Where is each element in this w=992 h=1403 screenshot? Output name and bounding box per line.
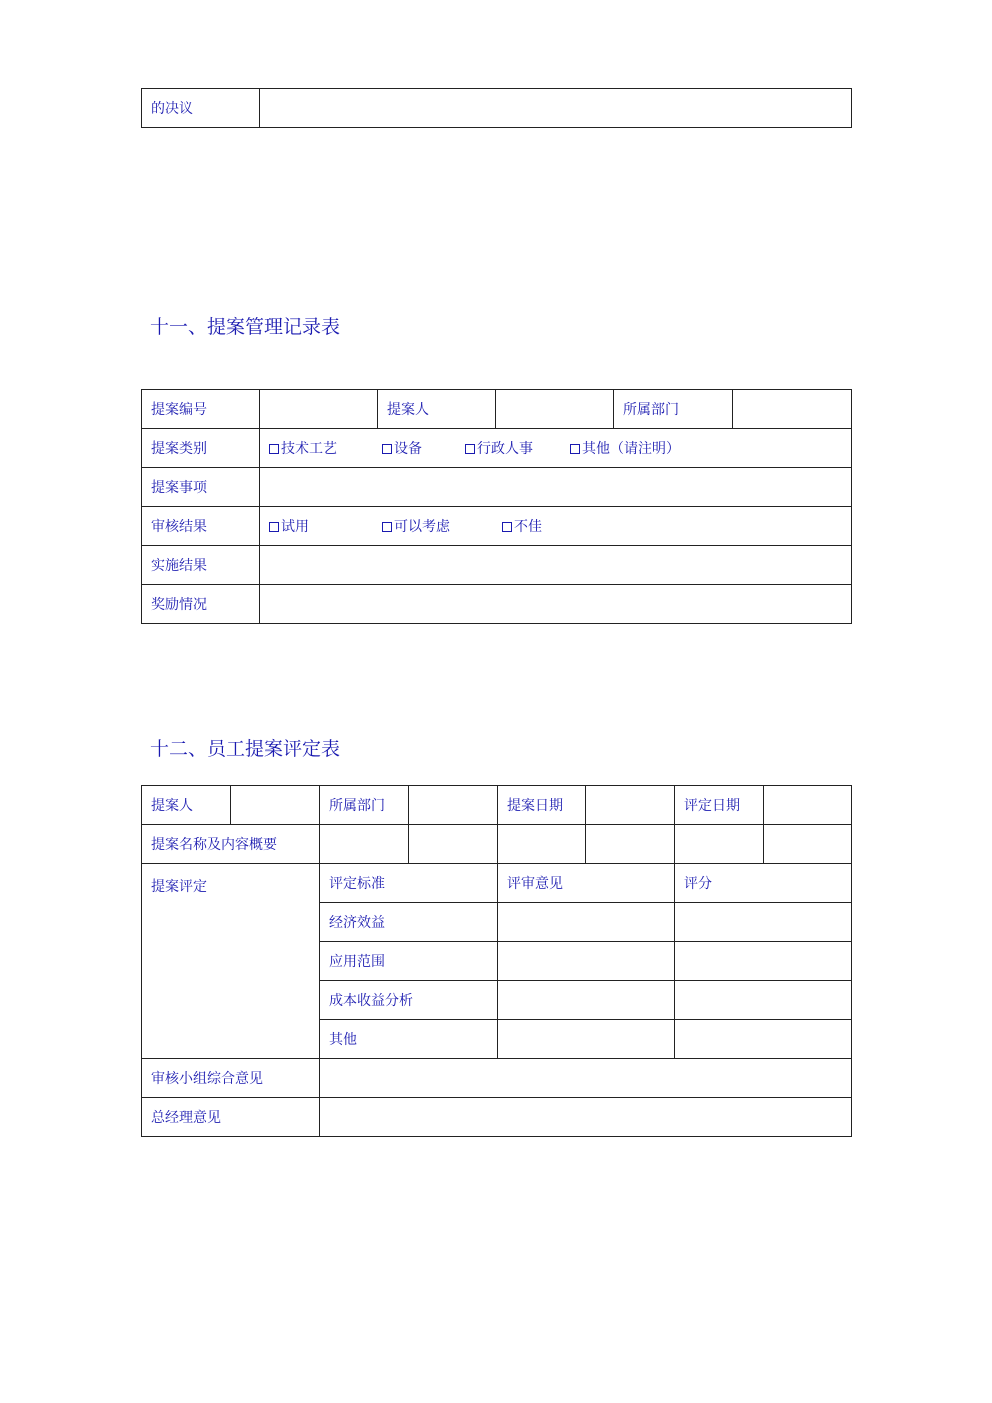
criteria-header: 评定标准 xyxy=(320,864,498,903)
department-label: 所属部门 xyxy=(614,390,733,429)
table-row xyxy=(142,507,852,546)
table-row xyxy=(142,825,852,864)
opinion-header: 评审意见 xyxy=(498,864,675,903)
gm-opinion-cell[interactable] xyxy=(320,1098,852,1137)
proposal-no-cell[interactable] xyxy=(260,390,378,429)
evaluation-label: 提案评定 xyxy=(142,864,320,1059)
table-row xyxy=(142,786,852,825)
criteria-cost-benefit: 成本收益分析 xyxy=(320,981,498,1020)
proposal-evaluation-table xyxy=(141,785,852,1137)
proposal-record-table xyxy=(141,389,852,624)
checkbox-icon[interactable] xyxy=(502,522,512,532)
implementation-label: 实施结果 xyxy=(142,546,260,585)
proposal-date-cell[interactable] xyxy=(586,786,675,825)
name-summary-label: 提案名称及内容概要 xyxy=(142,825,320,864)
matter-cell[interactable] xyxy=(260,468,852,507)
opinion-cell[interactable] xyxy=(498,942,675,981)
name-summary-cell[interactable] xyxy=(409,825,498,864)
score-cell[interactable] xyxy=(675,981,852,1020)
proposal-date-label: 提案日期 xyxy=(498,786,586,825)
department-cell[interactable] xyxy=(733,390,852,429)
eval-proposer-cell[interactable] xyxy=(231,786,320,825)
resolution-table xyxy=(141,88,852,128)
evaluation-date-label: 评定日期 xyxy=(675,786,764,825)
checkbox-icon[interactable] xyxy=(465,444,475,454)
name-summary-cell[interactable] xyxy=(764,825,852,864)
gm-opinion-label: 总经理意见 xyxy=(142,1098,320,1137)
criteria-economic: 经济效益 xyxy=(320,903,498,942)
table-row xyxy=(142,89,852,128)
category-option-admin[interactable]: 行政人事 xyxy=(465,438,570,458)
group-opinion-cell[interactable] xyxy=(320,1059,852,1098)
category-options xyxy=(260,429,852,468)
review-option-trial[interactable]: 试用 xyxy=(269,516,382,536)
reward-cell[interactable] xyxy=(260,585,852,624)
checkbox-icon[interactable] xyxy=(269,522,279,532)
matter-label: 提案事项 xyxy=(142,468,260,507)
criteria-other: 其他 xyxy=(320,1020,498,1059)
table-row xyxy=(142,864,852,903)
review-option-poor[interactable]: 不佳 xyxy=(502,516,542,536)
checkbox-icon[interactable] xyxy=(570,444,580,454)
resolution-cell[interactable] xyxy=(260,89,852,128)
table-row xyxy=(142,546,852,585)
opinion-cell[interactable] xyxy=(498,981,675,1020)
reward-label: 奖励情况 xyxy=(142,585,260,624)
score-cell[interactable] xyxy=(675,942,852,981)
review-options xyxy=(260,507,852,546)
name-summary-cell[interactable] xyxy=(320,825,409,864)
evaluation-date-cell[interactable] xyxy=(764,786,852,825)
resolution-label: 的决议 xyxy=(142,89,260,128)
eval-department-label: 所属部门 xyxy=(320,786,409,825)
name-summary-cell[interactable] xyxy=(498,825,586,864)
proposer-label: 提案人 xyxy=(378,390,496,429)
score-header: 评分 xyxy=(675,864,852,903)
score-cell[interactable] xyxy=(675,1020,852,1059)
implementation-cell[interactable] xyxy=(260,546,852,585)
category-option-other[interactable]: 其他（请注明） xyxy=(570,438,680,458)
checkbox-icon[interactable] xyxy=(382,444,392,454)
review-option-consider[interactable]: 可以考虑 xyxy=(382,516,502,536)
table-row xyxy=(142,585,852,624)
checkbox-icon[interactable] xyxy=(269,444,279,454)
proposal-no-label: 提案编号 xyxy=(142,390,260,429)
table-row xyxy=(142,1059,852,1098)
section-12-title: 十二、员工提案评定表 xyxy=(150,738,341,760)
section-11-title: 十一、提案管理记录表 xyxy=(150,316,341,338)
opinion-cell[interactable] xyxy=(498,903,675,942)
category-label: 提案类别 xyxy=(142,429,260,468)
score-cell[interactable] xyxy=(675,903,852,942)
category-option-tech[interactable]: 技术工艺 xyxy=(269,438,382,458)
opinion-cell[interactable] xyxy=(498,1020,675,1059)
table-row xyxy=(142,1098,852,1137)
category-option-equipment[interactable]: 设备 xyxy=(382,438,465,458)
name-summary-cell[interactable] xyxy=(586,825,675,864)
group-opinion-label: 审核小组综合意见 xyxy=(142,1059,320,1098)
eval-proposer-label: 提案人 xyxy=(142,786,231,825)
name-summary-cell[interactable] xyxy=(675,825,764,864)
checkbox-icon[interactable] xyxy=(382,522,392,532)
table-row xyxy=(142,390,852,429)
proposer-cell[interactable] xyxy=(496,390,614,429)
criteria-scope: 应用范围 xyxy=(320,942,498,981)
table-row xyxy=(142,468,852,507)
table-row xyxy=(142,429,852,468)
eval-department-cell[interactable] xyxy=(409,786,498,825)
review-result-label: 审核结果 xyxy=(142,507,260,546)
